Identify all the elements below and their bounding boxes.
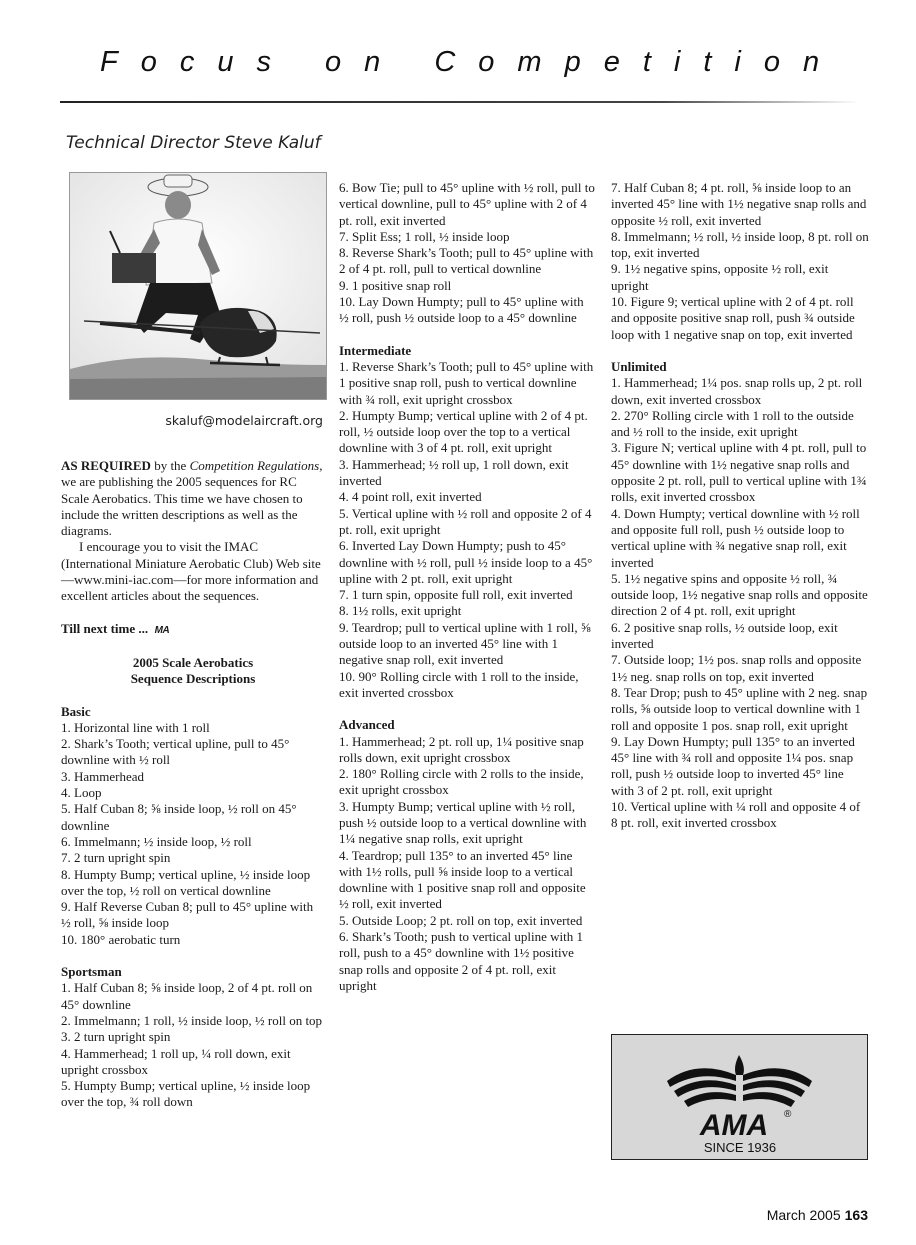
list-item: 5. Half Cuban 8; ⅝ inside loop, ½ roll on 45° downline [61, 801, 297, 833]
list-item: 6. 2 positive snap rolls, ½ outside loop, exit inverted [611, 619, 838, 652]
sequence-title-line-1: 2005 Scale Aerobatics [132, 654, 254, 670]
intro-lead: AS REQUIRED [61, 458, 151, 473]
list-item: 8. 1½ rolls, exit upright [339, 603, 462, 619]
list-item: 7. 1 turn spin, opposite full roll, exit inverted [339, 587, 573, 603]
list-item: 4. Loop [61, 785, 102, 801]
list-item: 6. Shark’s Tooth; push to vertical upline with 1 roll, push to a 45° downline with 1½ positive snap rolls and opposite 2 of 4 pt. roll, exit upright [339, 929, 584, 993]
list-item: 10. Figure 9; vertical upline with 2 of 4 pt. roll and opposite positive snap roll, push ¾ outside loop with 1 negative snap on top, exit inverted [611, 294, 855, 342]
list-item: 8. Tear Drop; push to 45° upline with 2 neg. snap rolls, ⅝ outside loop to vertical downline with 1 roll and opposite 1 pos. snap roll, exit upright [611, 684, 868, 733]
list-item: 10. 90° Rolling circle with 1 roll to the inside, exit inverted crossbox [339, 668, 579, 700]
list-item: 3. Hammerhead [61, 768, 145, 784]
list-item: 9. 1½ negative spins, opposite ½ roll, exit upright [611, 261, 829, 293]
author-photo-illustration [70, 173, 326, 399]
list-item: 1. Hammerhead; 2 pt. roll up, 1¼ positive snap rolls down, exit upright crossbox [339, 733, 584, 765]
list-item: 2. Shark’s Tooth; vertical upline, pull to 45° downline with ½ roll [61, 736, 290, 768]
issue-date: March 2005 [766, 1207, 841, 1223]
list-item: 9. Lay Down Humpty; pull 135° to an inverted 45° line with ¾ roll and opposite 1¼ pos. snap roll, push ½ outside loop to inverted 45° line with 3 of 2 pt. roll, exit upright [611, 733, 855, 798]
signoff [61, 621, 325, 639]
byline-director: Technical Director Steve Kaluf [66, 133, 321, 153]
list-item: 1. Reverse Shark’s Tooth; pull to 45° upline with 1 positive snap roll, push to vertical downline with ¾ roll, exit upright crossbox [339, 358, 594, 407]
list-item: 6. Immelmann; ½ inside loop, ½ roll [61, 833, 252, 849]
list-item: 9. Teardrop; pull to vertical upline with 1 roll, ⅝ outside loop to an inverted 45° line with 1 negative snap roll, exit inverted [339, 619, 591, 668]
list-item: 4. Hammerhead; 1 roll up, ¼ roll down, exit upright crossbox [61, 1045, 291, 1077]
section-heading-sportsman: Sportsman [61, 964, 122, 980]
header-divider [60, 101, 860, 103]
ama-since-tagline: SINCE 1936 [703, 1140, 777, 1155]
page-header-title: Focus on Competition [100, 46, 843, 78]
ma-logo-mark: MA [154, 624, 170, 636]
list-item: 4. Teardrop; pull 135° to an inverted 45° line with 1½ rolls, pull ⅝ inside loop to a vertical downline with 1 positive snap roll and opposite ½ roll, exit inverted [339, 847, 586, 912]
list-item: 4. 4 point roll, exit inverted [339, 489, 482, 505]
column-2 [339, 180, 595, 994]
list-item: 5. 1½ negative spins and opposite ½ roll, ¾ outside loop, 1½ negative snap rolls and opposite direction 2 of 4 pt. roll, exit upright [611, 570, 868, 619]
page-number: 163 [844, 1207, 868, 1223]
list-item: 1. Hammerhead; 1¼ pos. snap rolls up, 2 pt. roll down, exit inverted crossbox [611, 375, 863, 407]
ama-wings-icon [667, 1055, 812, 1107]
column-1 [61, 458, 325, 1111]
list-item: 8. Reverse Shark’s Tooth; pull to 45° upline with 2 of 4 pt. roll, pull to vertical downline [339, 245, 594, 277]
list-item: 5. Outside Loop; 2 pt. roll on top, exit inverted [339, 912, 583, 928]
list-item: 6. Bow Tie; pull to 45° upline with ½ roll, pull to vertical downline, pull to 45° upline with 2 of 4 pt. roll, exit inverted [339, 180, 595, 228]
list-item: 8. Humpty Bump; vertical upline, ½ inside loop over the top, ½ roll on vertical downline [61, 866, 311, 898]
section-heading-advanced: Advanced [339, 717, 395, 733]
list-item: 10. 180° aerobatic turn [61, 931, 181, 947]
list-item: 3. Hammerhead; ½ roll up, 1 roll down, exit inverted [339, 456, 569, 489]
section-heading-basic: Basic [61, 703, 91, 719]
intro-regulations: Competition Regulations, [189, 458, 323, 473]
sequence-title-line-2: Sequence Descriptions [130, 671, 256, 687]
list-item: 5. Humpty Bump; vertical upline, ½ inside loop over the top, ¾ roll down [61, 1078, 311, 1110]
section-heading-intermediate: Intermediate [339, 342, 412, 358]
intro-text-b: we are publishing the 2005 sequences for RC Scale Aerobatics. This time we have chosen to include the written descriptions as well as the diagrams. [61, 474, 303, 539]
list-item: 10. Lay Down Humpty; pull to 45° upline with ½ roll, push ½ outside loop to a 45° downline [339, 294, 584, 326]
list-item: 3. Humpty Bump; vertical upline with ½ roll, push ½ outside loop to a vertical downline with 1¼ negative snap rolls, exit upright [339, 798, 587, 847]
list-item: 7. Half Cuban 8; 4 pt. roll, ⅝ inside loop to an inverted 45° line with 1½ negative snap rolls and opposite ½ roll, exit inverted [611, 180, 867, 228]
ama-logo-text: AMA [699, 1109, 769, 1142]
list-item: 8. Immelmann; ½ roll, ½ inside loop, 8 pt. roll on top, exit inverted [611, 228, 869, 261]
list-item: 2. Immelmann; 1 roll, ½ inside loop, ½ roll on top [61, 1012, 323, 1028]
author-email: skaluf@modelaircraft.org [165, 413, 323, 428]
list-item: 9. 1 positive snap roll [339, 277, 452, 293]
list-item: 7. 2 turn upright spin [61, 850, 171, 866]
list-item: 7. Split Ess; 1 roll, ½ inside loop [339, 228, 510, 244]
list-item: 9. Half Reverse Cuban 8; pull to 45° upline with ½ roll, ⅝ inside loop [61, 899, 314, 931]
intro-text-a: by the [150, 458, 190, 473]
list-item: 10. Vertical upline with ¼ roll and opposite 4 of 8 pt. roll, exit inverted crossbox [611, 798, 861, 831]
list-item: 2. Humpty Bump; vertical upline with 2 of 4 pt. roll, ½ outside loop over the top to a vertical downline with 3 of 4 pt. roll, exit upright [339, 407, 588, 456]
list-item: 2. 180° Rolling circle with 2 rolls to the inside, exit upright crossbox [339, 766, 584, 798]
list-item: 4. Down Humpty; vertical downline with ½ roll and opposite full roll, push ½ outside loop to vertical upline with ¾ negative snap roll, exit inverted [611, 505, 860, 570]
ama-wings-logo [612, 1035, 867, 1159]
author-photo [69, 172, 327, 400]
list-item: 3. Figure N; vertical upline with 4 pt. roll, pull to 45° downline with 1½ negative snap rolls and opposite 2 pt. roll, pull to vertical upline with 1¾ rolls, exit inverted crossbox [611, 440, 867, 505]
intro-paragraph [61, 458, 325, 539]
column-3 [611, 180, 869, 832]
registered-mark: ® [784, 1109, 792, 1120]
page-footer [767, 1207, 868, 1223]
list-item: 3. 2 turn upright spin [61, 1029, 171, 1045]
ama-logo-box [611, 1034, 868, 1160]
signoff-text: Till next time ... [61, 620, 149, 636]
list-item: 2. 270° Rolling circle with 1 roll to the outside and ½ roll to the inside, exit upright [611, 407, 854, 440]
list-item: 6. Inverted Lay Down Humpty; push to 45° downline with ½ roll, pull ½ inside loop to a 45° upline with 2 pt. roll, exit upright [339, 538, 593, 586]
section-heading-unlimited: Unlimited [611, 358, 667, 374]
list-item: 1. Half Cuban 8; ⅝ inside loop, 2 of 4 pt. roll on 45° downline [61, 980, 313, 1012]
list-item: 5. Vertical upline with ½ roll and opposite 2 of 4 pt. roll, exit upright [339, 505, 592, 537]
imac-paragraph: I encourage you to visit the IMAC (International Miniature Aerobatic Club) Web site—www.mini-iac.com—for more information and excellent articles about the sequences. [61, 539, 321, 604]
list-item: 7. Outside loop; 1½ pos. snap rolls and opposite 1½ neg. snap rolls on top, exit inverted [611, 652, 862, 684]
list-item: 1. Horizontal line with 1 roll [61, 719, 210, 735]
